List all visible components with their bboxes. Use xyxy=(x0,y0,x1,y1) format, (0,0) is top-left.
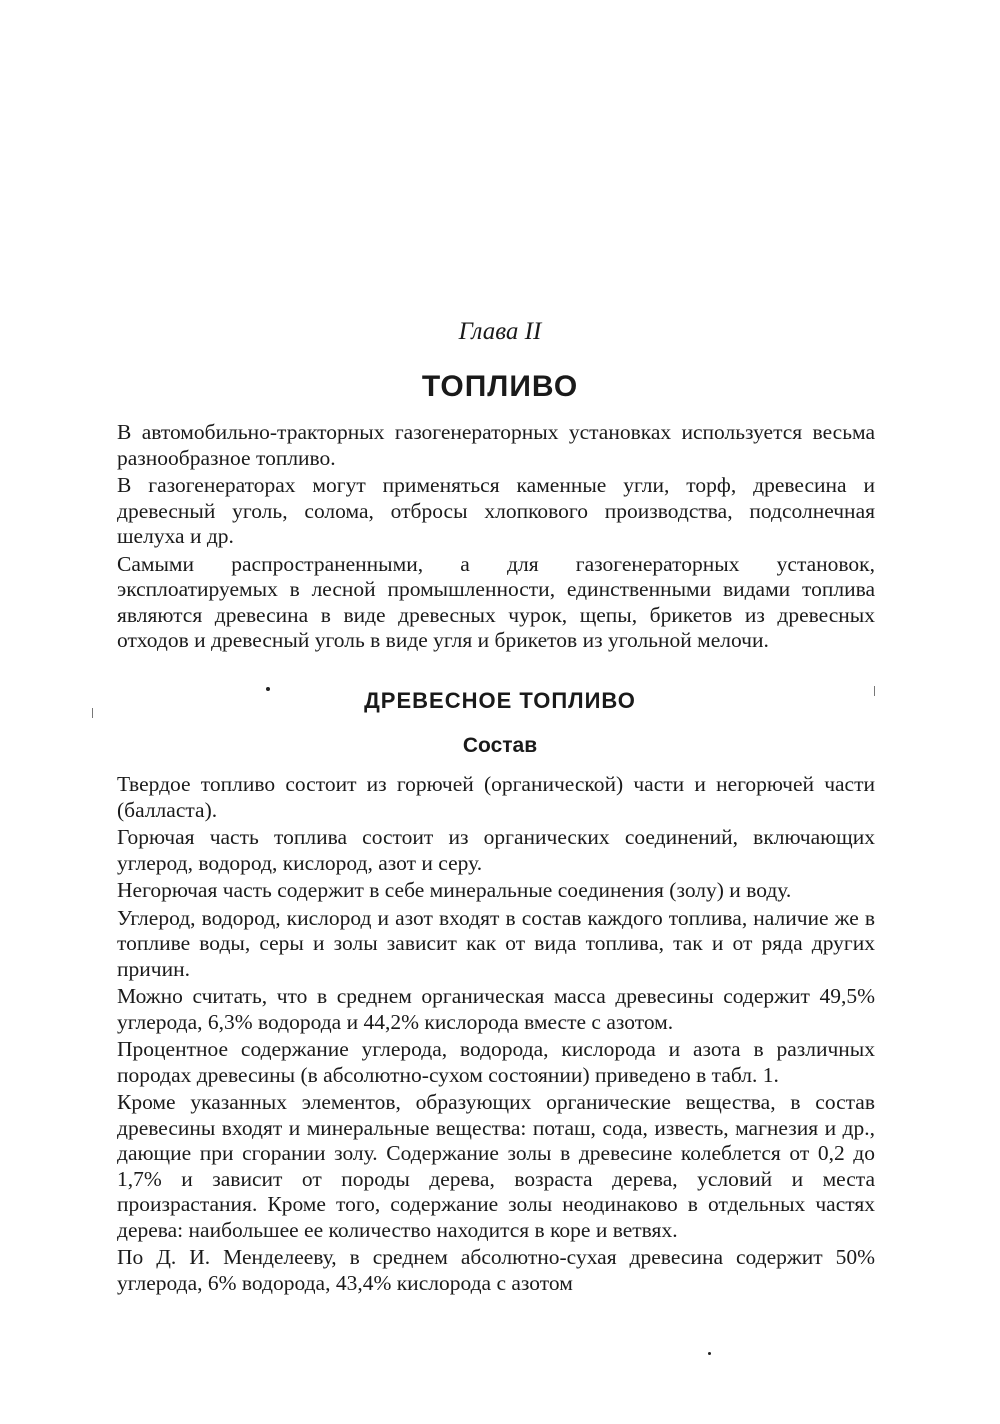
intro-paragraph: В газогенераторах могут применяться каменные угли, торф, древесина и древесный уголь, солома, отбросы хлопкового производства, подсолнечная шелуха и др. xyxy=(117,473,875,548)
body-paragraph: Твердое топливо состоит из горючей (органической) части и негорючей части (балласта). xyxy=(117,772,875,822)
intro-paragraph: В автомобильно-тракторных газогенераторных установках используется весьма разнообразное топливо. xyxy=(117,420,875,470)
body-paragraph: Горючая часть топлива состоит из органических соединений, включающих углерод, водород, кислород, азот и серу. xyxy=(117,825,875,875)
body-paragraph: Углерод, водород, кислород и азот входят в состав каждого топлива, наличие же в топливе воды, серы и золы зависит как от вида топлива, так и от ряда других причин. xyxy=(117,905,875,981)
body-paragraph: Негорючая часть содержит в себе минеральные соединения (золу) и воду. xyxy=(117,878,792,902)
section-heading: ДРЕВЕСНОЕ ТОПЛИВО xyxy=(364,688,636,713)
print-speck xyxy=(708,1352,711,1355)
body-text xyxy=(117,772,875,1298)
body-paragraph: Процентное содержание углерода, водорода, кислорода и азота в различных породах древесины (в абсолютно-сухом состоянии) приведено в табл. 1. xyxy=(117,1037,875,1087)
body-paragraph: По Д. И. Менделееву, в среднем абсолютно-сухая древесина содержит 50% углерода, 6% водорода, 43,4% кислорода с азотом xyxy=(117,1245,875,1295)
chapter-title: ТОПЛИВО xyxy=(421,370,579,403)
intro-paragraph: Самыми распространенными, а для газогенераторных установок, эксплоатируемых в лесной промышленности, единственными видами топлива являются древесина в виде древесных чурок, щепы, брикетов из древесных отходов и древесный уголь в виде угля и брикетов из угольной мелочи. xyxy=(117,551,875,652)
subsection-heading: Состав xyxy=(462,734,538,757)
chapter-heading: Глава II xyxy=(458,318,542,345)
body-paragraph: Кроме указанных элементов, образующих органические вещества, в состав древесины входят и минеральные вещества: поташ, сода, известь, магнезия и др., дающие при сгорании золу. Содержание золы в древесине колеблется от 0,2 до 1,7% и зависит от породы дерева, возраста дерева, условий и места произрастания. Кроме того, содержание золы неодинаково в отдельных частях дерева: наибольшее ее количество находится в коре и ветвях. xyxy=(117,1090,875,1242)
body-paragraph: Можно считать, что в среднем органическая масса древесины содержит 49,5% углерода, 6,3% водорода и 44,2% кислорода вместе с азотом. xyxy=(117,984,875,1034)
intro-text xyxy=(117,420,875,656)
